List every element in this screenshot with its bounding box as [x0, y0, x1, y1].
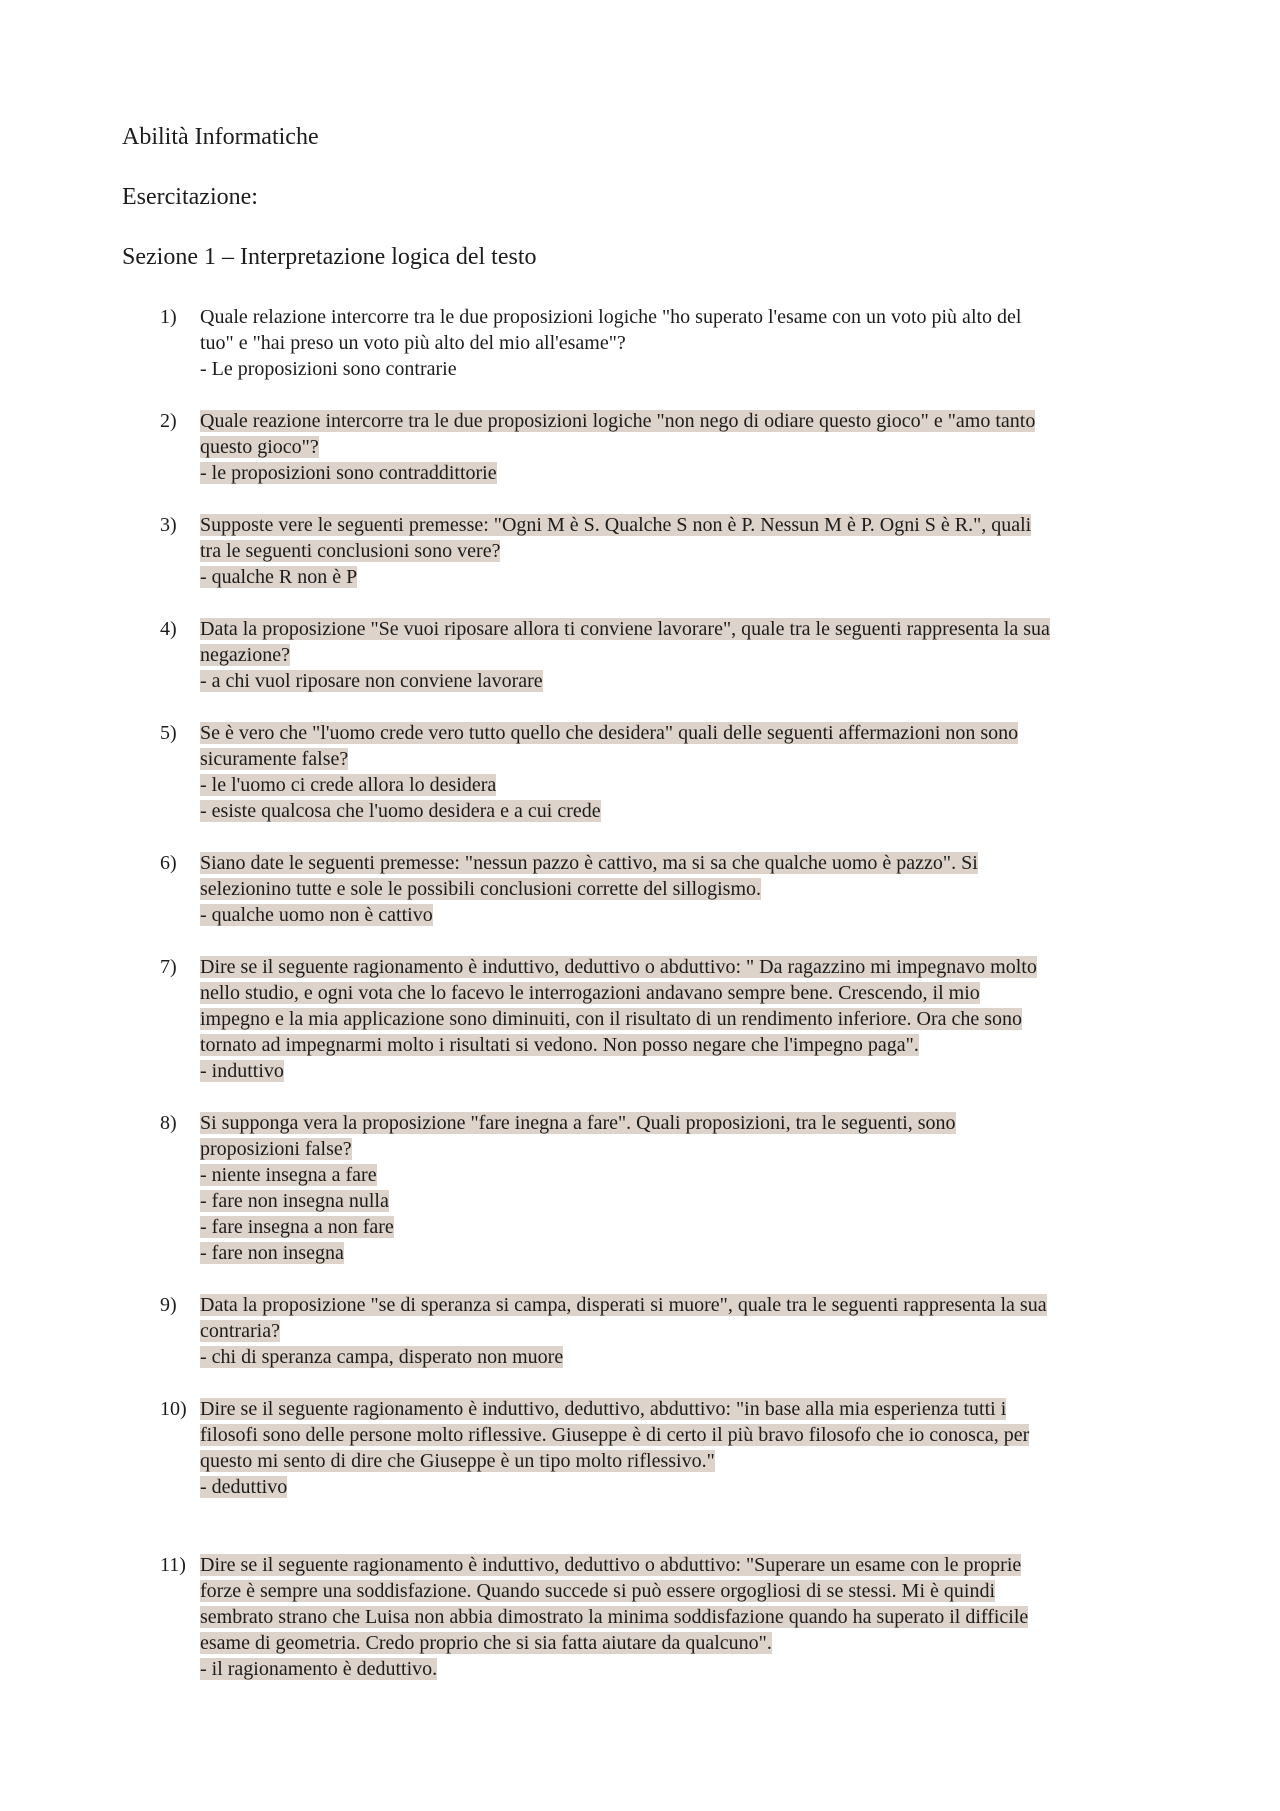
question-number: 4)	[160, 618, 177, 640]
answer-line: - il ragionamento è deduttivo.	[200, 1658, 438, 1680]
question-number: 7)	[160, 956, 177, 978]
answer-line: - induttivo	[200, 1060, 284, 1082]
question-body	[200, 1552, 1180, 1682]
question-text-line: Dire se il seguente ragionamento è induttivo, deduttivo o abduttivo: "Superare un esame con le proprie	[200, 1554, 1022, 1576]
question-text-line: Data la proposizione "se di speranza si campa, disperati si muore", quale tra le seguenti rappresenta la sua	[200, 1294, 1047, 1316]
question-body	[200, 954, 1180, 1084]
answer-line: - qualche uomo non è cattivo	[200, 904, 433, 926]
answer-line: - le l'uomo ci crede allora lo desidera	[200, 774, 497, 796]
question-number: 11)	[160, 1554, 186, 1576]
question-7	[160, 954, 1180, 1084]
answer-line: - fare insegna a non fare	[200, 1216, 394, 1238]
question-number: 3)	[160, 514, 177, 536]
question-text-line: Data la proposizione "Se vuoi riposare allora ti conviene lavorare", quale tra le seguenti rappresenta la sua	[200, 618, 1050, 640]
question-text-line: Si supponga vera la proposizione "fare inegna a fare". Quali proposizioni, tra le seguenti, sono	[200, 1112, 956, 1134]
question-11	[160, 1552, 1180, 1682]
section-heading: Sezione 1 – Interpretazione logica del testo	[122, 244, 537, 270]
answer-line: - esiste qualcosa che l'uomo desidera e a cui crede	[200, 800, 601, 822]
answer-line: - Le proposizioni sono contrarie	[200, 358, 457, 380]
question-number: 1)	[160, 306, 177, 328]
answer-line: - fare non insegna nulla	[200, 1190, 389, 1212]
answer-line: - niente insegna a fare	[200, 1164, 377, 1186]
question-text-line: nello studio, e ogni vota che lo facevo le interrogazioni andavano sempre bene. Crescendo, il mio	[200, 982, 980, 1004]
question-text-line: Supposte vere le seguenti premesse: "Ogni M è S. Qualche S non è P. Nessun M è P. Ogni S è R.", quali	[200, 514, 1032, 536]
question-text-line: filosofi sono delle persone molto riflessive. Giuseppe è di certo il più bravo filosofo che io conosca, per	[200, 1424, 1030, 1446]
question-text-line: tuo" e "hai preso un voto più alto del mio all'esame"?	[200, 332, 626, 354]
question-text-line: questo gioco"?	[200, 436, 319, 458]
question-text-line: tra le seguenti conclusioni sono vere?	[200, 540, 501, 562]
document-title: Abilità Informatiche	[122, 124, 319, 150]
question-2	[160, 408, 1180, 486]
question-text-line: Quale reazione intercorre tra le due proposizioni logiche "non nego di odiare questo gioco" e "amo tanto	[200, 410, 1036, 432]
question-number: 5)	[160, 722, 177, 744]
question-number: 8)	[160, 1112, 177, 1134]
question-number: 6)	[160, 852, 177, 874]
answer-line: - qualche R non è P	[200, 566, 358, 588]
question-body	[200, 616, 1180, 694]
question-text-line: questo mi sento di dire che Giuseppe è un tipo molto riflessivo."	[200, 1450, 715, 1472]
question-body	[200, 1292, 1180, 1370]
question-text-line: Se è vero che "l'uomo crede vero tutto quello che desidera" quali delle seguenti affermazioni non sono	[200, 722, 1019, 744]
question-body	[200, 1110, 1180, 1266]
question-text-line: Dire se il seguente ragionamento è induttivo, deduttivo o abduttivo: " Da ragazzino mi impegnavo molto	[200, 956, 1037, 978]
question-text-line: forze è sempre una soddisfazione. Quando succede si può essere orgogliosi di se stessi. Mi è quindi	[200, 1580, 995, 1602]
answer-line: - a chi vuol riposare non conviene lavorare	[200, 670, 543, 692]
question-text-line: Quale relazione intercorre tra le due proposizioni logiche "ho superato l'esame con un voto più alto del	[200, 306, 1022, 328]
question-text-line: sembrato strano che Luisa non abbia dimostrato la minima soddisfazione quando ha superato il difficile	[200, 1606, 1029, 1628]
question-text-line: Dire se il seguente ragionamento è induttivo, deduttivo, abduttivo: "in base alla mia esperienza tutti i	[200, 1398, 1007, 1420]
question-text-line: proposizioni false?	[200, 1138, 352, 1160]
document-subtitle: Esercitazione:	[122, 184, 258, 210]
question-body	[200, 408, 1180, 486]
question-text-line: contraria?	[200, 1320, 280, 1342]
question-text-line: tornato ad impegnarmi molto i risultati si vedono. Non posso negare che l'impegno paga".	[200, 1034, 919, 1056]
question-text-line: selezionino tutte e sole le possibili conclusioni corrette del sillogismo.	[200, 878, 762, 900]
question-body	[200, 304, 1180, 382]
question-text-line: sicuramente false?	[200, 748, 349, 770]
question-4	[160, 616, 1180, 694]
answer-line: - deduttivo	[200, 1476, 288, 1498]
question-5	[160, 720, 1180, 824]
question-text-line: negazione?	[200, 644, 290, 666]
question-body	[200, 850, 1180, 928]
question-body	[200, 1396, 1180, 1500]
question-number: 10)	[160, 1398, 187, 1420]
question-number: 2)	[160, 410, 177, 432]
question-1	[160, 304, 1180, 382]
answer-line: - chi di speranza campa, disperato non muore	[200, 1346, 564, 1368]
answer-line: - le proposizioni sono contraddittorie	[200, 462, 497, 484]
question-number: 9)	[160, 1294, 177, 1316]
question-9	[160, 1292, 1180, 1370]
question-body	[200, 720, 1180, 824]
question-body	[200, 512, 1180, 590]
question-text-line: esame di geometria. Credo proprio che si sia fatta aiutare da qualcuno".	[200, 1632, 772, 1654]
question-3	[160, 512, 1180, 590]
question-6	[160, 850, 1180, 928]
question-8	[160, 1110, 1180, 1266]
question-text-line: impegno e la mia applicazione sono diminuiti, con il risultato di un rendimento inferiore. Ora che sono	[200, 1008, 1023, 1030]
question-10	[160, 1396, 1180, 1500]
answer-line: - fare non insegna	[200, 1242, 344, 1264]
question-text-line: Siano date le seguenti premesse: "nessun pazzo è cattivo, ma si sa che qualche uomo è pazzo". Si	[200, 852, 978, 874]
